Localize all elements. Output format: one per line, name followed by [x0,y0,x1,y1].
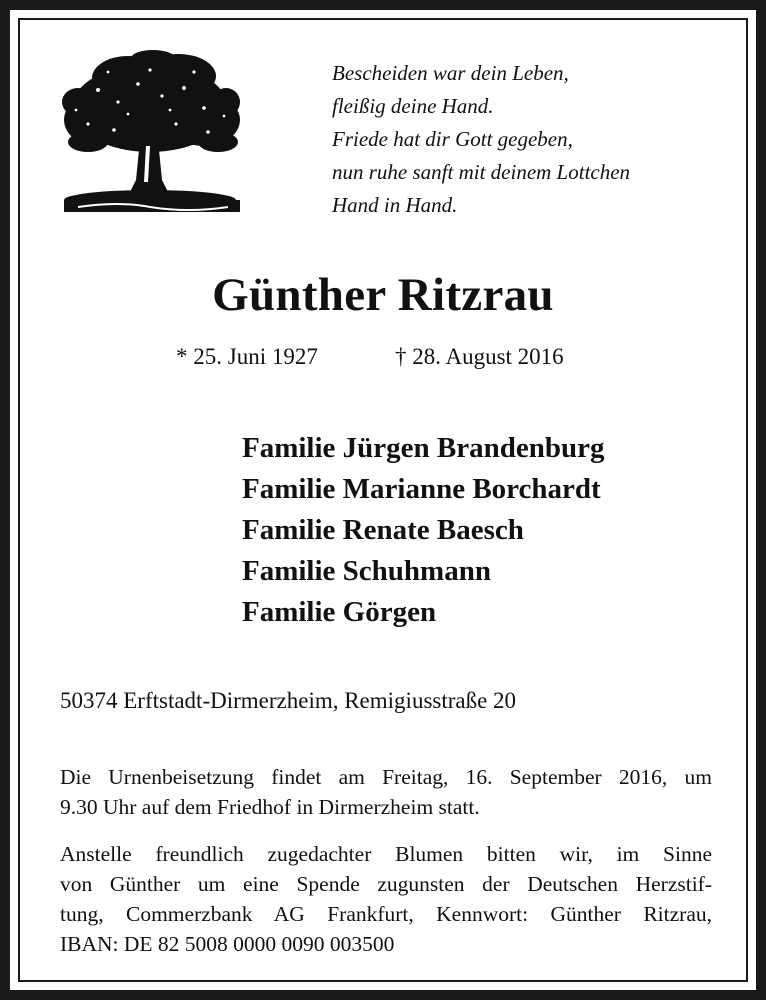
poem-line: fleißig deine Hand. [332,94,494,118]
donation-notice [60,839,712,959]
poem [332,57,630,222]
birth-date: * 25. Juni 1927 [176,344,318,369]
donation-notice-line: tung, Commerzbank AG Frankfurt, Kennwort: Günther Ritzrau, [60,902,712,926]
tree-icon [58,50,244,216]
deceased-name: Günther Ritzrau [212,269,554,321]
family-name: Familie Marianne Borchardt [242,473,601,505]
family-name: Familie Görgen [242,596,437,628]
family-name: Familie Renate Baesch [242,514,524,546]
poem-line: nun ruhe sanft mit deinem Lottchen [332,160,631,184]
donation-notice-line: von Günther um eine Spende zugunsten der Deutschen Herzstif- [60,872,712,896]
address: 50374 Erftstadt-Dirmerzheim, Remigiusstraße 20 [60,688,517,713]
family-list [242,428,605,633]
donation-notice-line: IBAN: DE 82 5008 0000 0090 003500 [60,932,395,956]
burial-notice-line: 9.30 Uhr auf dem Friedhof in Dirmerzheim statt. [60,795,480,819]
family-name: Familie Jürgen Brandenburg [242,432,605,464]
family-name: Familie Schuhmann [242,555,491,587]
death-date: † 28. August 2016 [395,344,564,369]
burial-notice-line: Die Urnenbeisetzung findet am Freitag, 16. September 2016, um [60,765,712,789]
donation-notice-line: Anstelle freundlich zugedachter Blumen bitten wir, im Sinne [60,842,712,866]
poem-line: Hand in Hand. [332,193,458,217]
burial-notice [60,762,712,822]
poem-line: Bescheiden war dein Leben, [332,61,569,85]
poem-line: Friede hat dir Gott gegeben, [332,127,573,151]
